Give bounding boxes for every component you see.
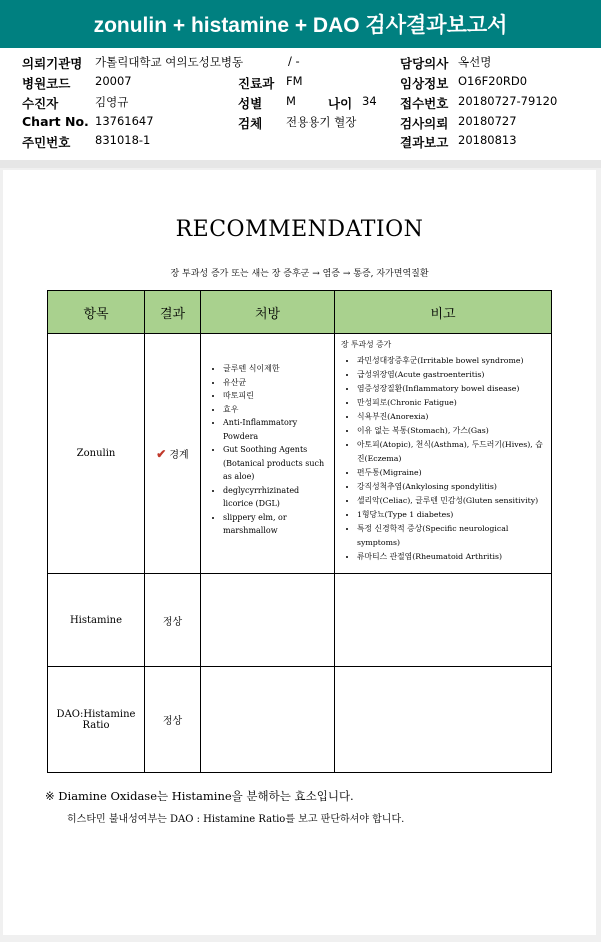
col-header-prescription: 처방 bbox=[201, 291, 335, 334]
zonulin-note bbox=[335, 334, 552, 574]
list-item: • 류마티스 관절염(Rheumatoid Arthritis) bbox=[357, 550, 547, 564]
info-row-5 bbox=[0, 133, 601, 152]
list-item: • 급성위장염(Acute gastroenteritis) bbox=[357, 368, 547, 382]
zonulin-prescription bbox=[201, 334, 335, 574]
hospital-code-label: 병원코드 bbox=[22, 76, 71, 91]
footnote-main: ※ Diamine Oxidase는 Histamine을 분해하는 효소입니다. bbox=[45, 789, 354, 803]
list-item: • 이유 없는 복통(Stomach), 가스(Gas) bbox=[357, 424, 547, 438]
doctor-label: 담당의사 bbox=[400, 56, 449, 71]
report-header-title: zonulin + histamine + DAO 검사결과보고서 bbox=[93, 14, 508, 37]
sex-label: 성별 bbox=[238, 96, 263, 111]
histamine-result: 정상 bbox=[145, 574, 201, 667]
col-header-note: 비고 bbox=[335, 291, 552, 334]
list-item: • 강직성척추염(Ankylosing spondylitis) bbox=[357, 480, 547, 494]
specimen-value: 전용용기 혈장 bbox=[286, 115, 357, 129]
list-item: • 아토피(Atopic), 천식(Asthma), 두드러기(Hives), 습진(Eczema) bbox=[357, 438, 547, 466]
col-header-item: 항목 bbox=[48, 291, 145, 334]
rrn-label: 주민번호 bbox=[22, 135, 71, 150]
list-item: • 만성피로(Chronic Fatigue) bbox=[357, 396, 547, 410]
info-row-4 bbox=[0, 114, 601, 133]
table-row-histamine bbox=[48, 574, 552, 667]
prescription-list bbox=[207, 362, 330, 538]
list-item: • slippery elm, or marshmallow bbox=[223, 511, 330, 538]
dept-label: 진료과 bbox=[238, 76, 275, 91]
zonulin-item: Zonulin bbox=[48, 334, 145, 574]
doctor-value: 옥선명 bbox=[458, 55, 492, 69]
dao-ratio-result: 정상 bbox=[145, 667, 201, 773]
section-divider bbox=[0, 160, 601, 168]
list-item: • 특정 신경학적 증상(Specific neurological symptoms) bbox=[357, 522, 547, 550]
rrn-value: 831018-1 bbox=[95, 133, 151, 147]
list-item: • 과민성대장증후군(Irritable bowel syndrome) bbox=[357, 354, 547, 368]
list-item: • 따토피린 bbox=[223, 389, 330, 403]
zonulin-result: 경계 bbox=[169, 450, 189, 461]
note-list bbox=[341, 354, 547, 564]
check-icon: ✔ bbox=[156, 447, 167, 461]
list-item: • 염증성장질환(Inflammatory bowel disease) bbox=[357, 382, 547, 396]
list-item: • 식욕부진(Anorexia) bbox=[357, 410, 547, 424]
patient-value: 김영규 bbox=[95, 95, 129, 109]
list-item: • deglycyrrhizinated licorice (DGL) bbox=[223, 484, 330, 511]
hospital-code-value: 20007 bbox=[95, 74, 132, 88]
list-item: • 유산균 bbox=[223, 376, 330, 390]
sex-value: M bbox=[286, 94, 296, 108]
request-value: 20180727 bbox=[458, 114, 517, 128]
list-item: • 1형당뇨(Type 1 diabetes) bbox=[357, 508, 547, 522]
list-item: • Gut Soothing Agents (Botanical products such as aloe) bbox=[223, 443, 330, 484]
list-item: • 효우 bbox=[223, 403, 330, 417]
report-header bbox=[0, 0, 601, 48]
table-row-dao-ratio bbox=[48, 667, 552, 773]
histamine-prescription bbox=[201, 574, 335, 667]
receipt-value: 20180727-79120 bbox=[458, 94, 558, 108]
table-header-row bbox=[48, 291, 552, 334]
chart-label: Chart No. bbox=[22, 114, 89, 129]
chart-value: 13761647 bbox=[95, 114, 154, 128]
institution-value: 가톨릭대학교 여의도성모병동 bbox=[95, 55, 244, 69]
specimen-label: 검체 bbox=[238, 116, 263, 131]
dao-ratio-item: DAO:Histamine Ratio bbox=[48, 667, 145, 773]
dao-ratio-prescription bbox=[201, 667, 335, 773]
patient-label: 수진자 bbox=[22, 96, 59, 111]
footnote-sub: 히스타민 불내성여부는 DAO : Histamine Ratio를 보고 판단하셔야 합니다. bbox=[67, 814, 405, 825]
list-item: • 편두통(Migraine) bbox=[357, 466, 547, 480]
dao-ratio-note bbox=[335, 667, 552, 773]
histamine-item: Histamine bbox=[48, 574, 145, 667]
request-label: 검사의뢰 bbox=[400, 116, 449, 131]
info-row-1 bbox=[0, 54, 601, 73]
report-label: 결과보고 bbox=[400, 135, 449, 150]
note-title: 장 투과성 증가 bbox=[341, 340, 392, 349]
dept-value: FM bbox=[286, 74, 303, 88]
receipt-label: 접수번호 bbox=[400, 96, 449, 111]
info-row-3 bbox=[0, 94, 601, 113]
institution-extra: / - bbox=[288, 54, 300, 68]
institution-label: 의뢰기관명 bbox=[22, 56, 83, 71]
patient-info-panel bbox=[0, 48, 601, 160]
recommendation-page bbox=[3, 170, 596, 935]
list-item: • 셀리악(Celiac), 글루텐 민감성(Gluten sensitivity) bbox=[357, 494, 547, 508]
recommendation-table bbox=[47, 290, 552, 773]
histamine-note bbox=[335, 574, 552, 667]
list-item: • 글루텐 식이제한 bbox=[223, 362, 330, 376]
table-row-zonulin bbox=[48, 334, 552, 574]
zonulin-result-cell bbox=[145, 334, 201, 574]
report-value: 20180813 bbox=[458, 133, 517, 147]
clinical-label: 임상정보 bbox=[400, 76, 449, 91]
info-row-2 bbox=[0, 74, 601, 93]
col-header-result: 결과 bbox=[145, 291, 201, 334]
clinical-value: O16F20RD0 bbox=[458, 74, 528, 88]
age-label: 나이 bbox=[328, 96, 353, 111]
recommendation-title: RECOMMENDATION bbox=[175, 217, 424, 242]
list-item: • Anti-Inflammatory Powdera bbox=[223, 416, 330, 443]
recommendation-subtitle: 장 투과성 증가 또는 새는 장 증후군 → 염증 → 통증, 자가면역질환 bbox=[170, 269, 429, 279]
age-value: 34 bbox=[362, 94, 377, 108]
